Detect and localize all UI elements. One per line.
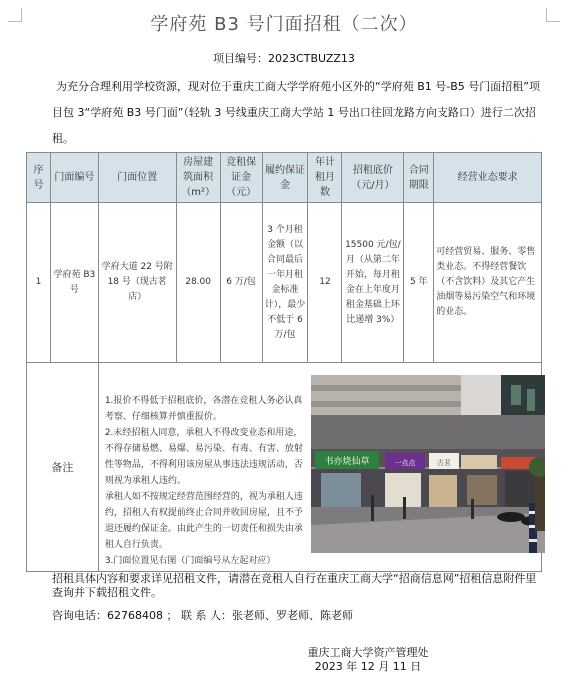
header-unit: 门面编号 (50, 153, 98, 203)
table-header-row (27, 153, 542, 203)
document-title: 学府苑 B3 号门面招租（二次） (150, 14, 418, 35)
header-months: 年计租月数 (308, 153, 342, 203)
cell-no: 1 (27, 203, 51, 363)
sign-shuyi: 书亦烧仙草 (324, 457, 370, 467)
footer-organization: 重庆工商大学资产管理处 (307, 646, 429, 659)
header-deposit: 竞租保证金（元） (220, 153, 262, 203)
remark-item-3: 承租人如不按规定经营范围经营的，视为承租人违约，招租人有权提前终止合同并收回房屋，且不予退还履约保证金。由此产生的一切责任和损失由承租人自行负责。 (104, 492, 303, 550)
header-business: 经营业态要求 (434, 153, 542, 203)
project-number: 项目编号：2023CTBUZZ13 (213, 52, 355, 65)
cell-area: 28.00 (176, 203, 220, 363)
header-performance-deposit: 履约保证金 (262, 153, 308, 203)
cell-months: 12 (308, 203, 342, 363)
remark-cell (98, 363, 541, 572)
intro-paragraph: 为充分合理利用学校资源，现对位于重庆工商大学学府苑小区外的“学府苑 B1 号-B5 号门面招租”项目包 3“学府苑 B3 号门面”（轻轨 3 号线重庆工商大学站 1 号出口往回龙路方向支路口）进行二次招租。 (52, 80, 540, 145)
remark-text (105, 393, 305, 569)
remark-label: 备注 (27, 363, 99, 572)
cell-unit: 学府苑 B3 号 (50, 203, 98, 363)
rental-table (26, 152, 542, 572)
footer-details: 招租具体内容和要求详见招租文件，请潜在竞租人自行在重庆工商大学“招商信息网”招租信息附件里查询并下载招租文件。 (52, 572, 537, 599)
footer-contact: 咨询电话：62768408 ； 联 系 人：张老师、罗老师、陈老师 (52, 609, 353, 622)
remark-item-4: 3.门面位置见右图（门面编号从左起对应） (104, 556, 276, 566)
cell-term: 5 年 (404, 203, 434, 363)
sign-yidiandian: 一点点 (394, 459, 416, 467)
remark-item-2: 2.未经招租人同意，承租人不得改变业态和用途，不得存储易燃、易爆、易污染、有毒、有害、放射性等物品，不得利用该房屋从事违法违规活动，否则视为承租人违约。 (104, 428, 303, 486)
header-area: 房屋建筑面积（m²） (176, 153, 220, 203)
table-row (27, 203, 542, 363)
cell-location: 学府大道 22 号附 18 号（现古茗店） (98, 203, 176, 363)
cell-deposit: 6 万/包 (220, 203, 262, 363)
cell-base-price: 15500 元/包/月（从第二年开始，每月租金在上年度月租金基础上环比递增 3%） (342, 203, 404, 363)
header-base-price: 招租底价（元/月） (342, 153, 404, 203)
cell-performance-deposit: 3 个月租金额（以合同最后一年月租金标准计），最少不低于 6 万/包 (262, 203, 308, 363)
cell-business: 可经营贸易、服务、零售类业态。不得经营餐饮（不含饮料）及其它产生油烟等易污染空气和环境的业态。 (434, 203, 542, 363)
header-term: 合同期限 (404, 153, 434, 203)
header-location: 门面位置 (98, 153, 176, 203)
header-no: 序号 (27, 153, 51, 203)
sign-guming: 古茗 (436, 459, 451, 467)
storefront-photo (311, 375, 545, 553)
footer-date: 2023 年 12 月 11 日 (314, 660, 422, 673)
remark-row (27, 363, 542, 572)
remark-item-1: 1.报价不得低于招租底价，各潜在竞租人务必认真考察、仔细核算并慎重报价。 (104, 396, 303, 422)
